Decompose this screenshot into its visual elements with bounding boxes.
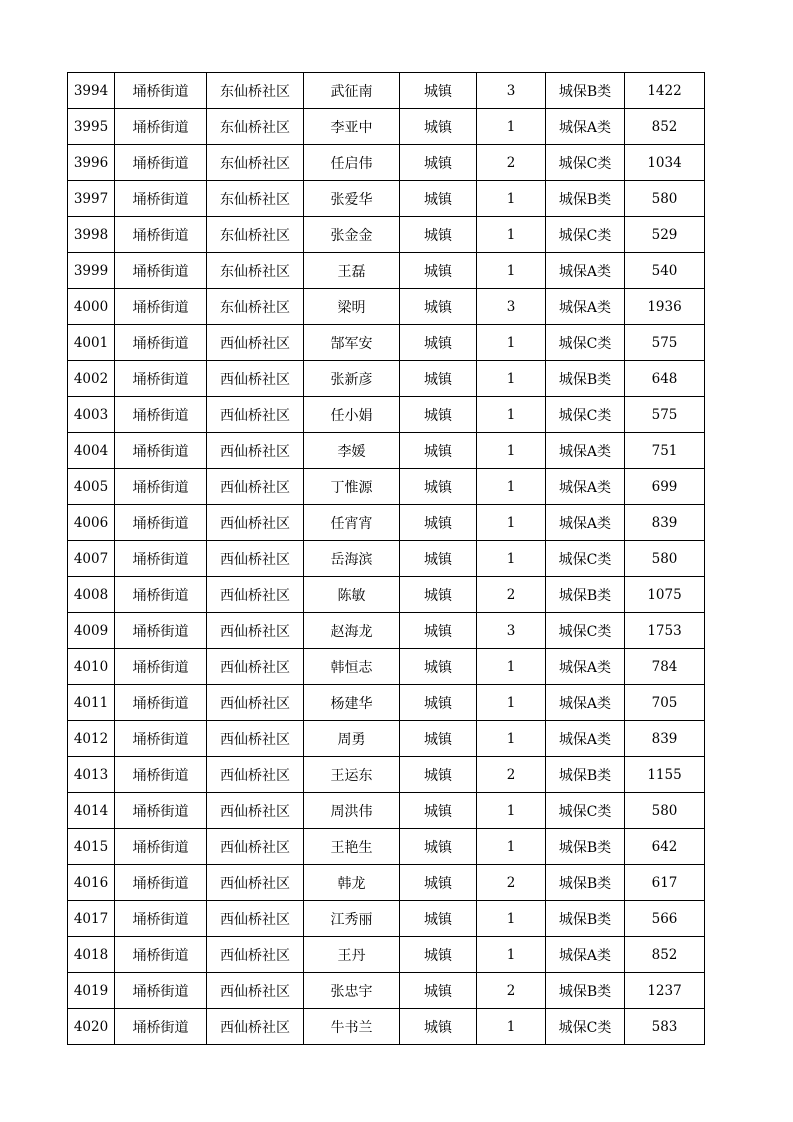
record-id-cell: 4009 bbox=[68, 613, 115, 649]
subdistrict-cell: 埇桥街道 bbox=[115, 649, 207, 685]
subdistrict-cell: 埇桥街道 bbox=[115, 613, 207, 649]
subdistrict-cell: 埇桥街道 bbox=[115, 289, 207, 325]
record-id-cell: 4019 bbox=[68, 973, 115, 1009]
member-count-cell: 1 bbox=[477, 361, 546, 397]
subdistrict-cell: 埇桥街道 bbox=[115, 541, 207, 577]
subdistrict-cell: 埇桥街道 bbox=[115, 109, 207, 145]
amount-cell: 580 bbox=[625, 541, 705, 577]
table-row bbox=[68, 397, 705, 433]
member-count-cell: 1 bbox=[477, 109, 546, 145]
amount-cell: 580 bbox=[625, 181, 705, 217]
person-name-cell: 王磊 bbox=[304, 253, 400, 289]
amount-cell: 852 bbox=[625, 109, 705, 145]
household-type-cell: 城镇 bbox=[400, 829, 477, 865]
community-cell: 西仙桥社区 bbox=[207, 793, 304, 829]
household-type-cell: 城镇 bbox=[400, 469, 477, 505]
person-name-cell: 王艳生 bbox=[304, 829, 400, 865]
member-count-cell: 3 bbox=[477, 613, 546, 649]
community-cell: 东仙桥社区 bbox=[207, 253, 304, 289]
subdistrict-cell: 埇桥街道 bbox=[115, 397, 207, 433]
table-row bbox=[68, 757, 705, 793]
subdistrict-cell: 埇桥街道 bbox=[115, 181, 207, 217]
person-name-cell: 李亚中 bbox=[304, 109, 400, 145]
insurance-category-cell: 城保B类 bbox=[546, 757, 625, 793]
community-cell: 西仙桥社区 bbox=[207, 829, 304, 865]
record-id-cell: 3996 bbox=[68, 145, 115, 181]
record-id-cell: 4003 bbox=[68, 397, 115, 433]
community-cell: 东仙桥社区 bbox=[207, 109, 304, 145]
record-id-cell: 4015 bbox=[68, 829, 115, 865]
table-row bbox=[68, 109, 705, 145]
table-row bbox=[68, 901, 705, 937]
subdistrict-cell: 埇桥街道 bbox=[115, 757, 207, 793]
community-cell: 东仙桥社区 bbox=[207, 181, 304, 217]
table-row bbox=[68, 649, 705, 685]
insurance-category-cell: 城保A类 bbox=[546, 109, 625, 145]
household-type-cell: 城镇 bbox=[400, 901, 477, 937]
person-name-cell: 杨建华 bbox=[304, 685, 400, 721]
insurance-category-cell: 城保A类 bbox=[546, 721, 625, 757]
household-type-cell: 城镇 bbox=[400, 325, 477, 361]
person-name-cell: 张金金 bbox=[304, 217, 400, 253]
record-id-cell: 3998 bbox=[68, 217, 115, 253]
table-row bbox=[68, 289, 705, 325]
member-count-cell: 2 bbox=[477, 577, 546, 613]
person-name-cell: 丁惟源 bbox=[304, 469, 400, 505]
community-cell: 西仙桥社区 bbox=[207, 397, 304, 433]
record-id-cell: 4020 bbox=[68, 1009, 115, 1045]
record-id-cell: 3995 bbox=[68, 109, 115, 145]
community-cell: 西仙桥社区 bbox=[207, 505, 304, 541]
person-name-cell: 陈敏 bbox=[304, 577, 400, 613]
household-type-cell: 城镇 bbox=[400, 649, 477, 685]
member-count-cell: 1 bbox=[477, 721, 546, 757]
subdistrict-cell: 埇桥街道 bbox=[115, 973, 207, 1009]
table-row bbox=[68, 613, 705, 649]
record-id-cell: 4011 bbox=[68, 685, 115, 721]
person-name-cell: 梁明 bbox=[304, 289, 400, 325]
amount-cell: 1034 bbox=[625, 145, 705, 181]
table-row bbox=[68, 253, 705, 289]
household-type-cell: 城镇 bbox=[400, 1009, 477, 1045]
community-cell: 西仙桥社区 bbox=[207, 973, 304, 1009]
member-count-cell: 3 bbox=[477, 289, 546, 325]
community-cell: 西仙桥社区 bbox=[207, 721, 304, 757]
member-count-cell: 1 bbox=[477, 685, 546, 721]
amount-cell: 1936 bbox=[625, 289, 705, 325]
member-count-cell: 2 bbox=[477, 145, 546, 181]
insurance-category-cell: 城保C类 bbox=[546, 145, 625, 181]
member-count-cell: 2 bbox=[477, 973, 546, 1009]
household-type-cell: 城镇 bbox=[400, 541, 477, 577]
table-row bbox=[68, 973, 705, 1009]
person-name-cell: 赵海龙 bbox=[304, 613, 400, 649]
record-id-cell: 4006 bbox=[68, 505, 115, 541]
person-name-cell: 周勇 bbox=[304, 721, 400, 757]
amount-cell: 566 bbox=[625, 901, 705, 937]
community-cell: 西仙桥社区 bbox=[207, 865, 304, 901]
insurance-category-cell: 城保C类 bbox=[546, 1009, 625, 1045]
member-count-cell: 1 bbox=[477, 325, 546, 361]
insurance-category-cell: 城保C类 bbox=[546, 217, 625, 253]
insurance-category-cell: 城保B类 bbox=[546, 73, 625, 109]
community-cell: 东仙桥社区 bbox=[207, 145, 304, 181]
insurance-category-cell: 城保B类 bbox=[546, 181, 625, 217]
amount-cell: 839 bbox=[625, 505, 705, 541]
table-row bbox=[68, 361, 705, 397]
subdistrict-cell: 埇桥街道 bbox=[115, 829, 207, 865]
table-row bbox=[68, 145, 705, 181]
insurance-category-cell: 城保C类 bbox=[546, 325, 625, 361]
household-type-cell: 城镇 bbox=[400, 973, 477, 1009]
record-id-cell: 4004 bbox=[68, 433, 115, 469]
amount-cell: 529 bbox=[625, 217, 705, 253]
person-name-cell: 武征南 bbox=[304, 73, 400, 109]
amount-cell: 583 bbox=[625, 1009, 705, 1045]
household-type-cell: 城镇 bbox=[400, 721, 477, 757]
community-cell: 西仙桥社区 bbox=[207, 901, 304, 937]
person-name-cell: 李媛 bbox=[304, 433, 400, 469]
subdistrict-cell: 埇桥街道 bbox=[115, 145, 207, 181]
subdistrict-cell: 埇桥街道 bbox=[115, 505, 207, 541]
household-type-cell: 城镇 bbox=[400, 217, 477, 253]
community-cell: 西仙桥社区 bbox=[207, 937, 304, 973]
table-row bbox=[68, 577, 705, 613]
member-count-cell: 1 bbox=[477, 505, 546, 541]
person-name-cell: 韩恒志 bbox=[304, 649, 400, 685]
insurance-category-cell: 城保A类 bbox=[546, 433, 625, 469]
record-id-cell: 4007 bbox=[68, 541, 115, 577]
household-type-cell: 城镇 bbox=[400, 361, 477, 397]
amount-cell: 617 bbox=[625, 865, 705, 901]
record-id-cell: 4014 bbox=[68, 793, 115, 829]
member-count-cell: 1 bbox=[477, 793, 546, 829]
insurance-category-cell: 城保A类 bbox=[546, 937, 625, 973]
table-body bbox=[68, 73, 705, 1045]
record-id-cell: 4013 bbox=[68, 757, 115, 793]
person-name-cell: 韩龙 bbox=[304, 865, 400, 901]
subdistrict-cell: 埇桥街道 bbox=[115, 577, 207, 613]
household-type-cell: 城镇 bbox=[400, 397, 477, 433]
record-id-cell: 3994 bbox=[68, 73, 115, 109]
table-row bbox=[68, 865, 705, 901]
table-row bbox=[68, 937, 705, 973]
member-count-cell: 2 bbox=[477, 865, 546, 901]
household-type-cell: 城镇 bbox=[400, 253, 477, 289]
person-name-cell: 张爱华 bbox=[304, 181, 400, 217]
community-cell: 东仙桥社区 bbox=[207, 217, 304, 253]
data-sheet bbox=[67, 72, 704, 1045]
community-cell: 西仙桥社区 bbox=[207, 469, 304, 505]
subdistrict-cell: 埇桥街道 bbox=[115, 73, 207, 109]
member-count-cell: 1 bbox=[477, 901, 546, 937]
subdistrict-cell: 埇桥街道 bbox=[115, 721, 207, 757]
amount-cell: 580 bbox=[625, 793, 705, 829]
table-row bbox=[68, 793, 705, 829]
member-count-cell: 1 bbox=[477, 253, 546, 289]
insurance-category-cell: 城保A类 bbox=[546, 253, 625, 289]
insurance-category-cell: 城保C类 bbox=[546, 541, 625, 577]
table-row bbox=[68, 685, 705, 721]
household-type-cell: 城镇 bbox=[400, 757, 477, 793]
person-name-cell: 王运东 bbox=[304, 757, 400, 793]
amount-cell: 1075 bbox=[625, 577, 705, 613]
member-count-cell: 1 bbox=[477, 1009, 546, 1045]
subdistrict-cell: 埇桥街道 bbox=[115, 1009, 207, 1045]
record-id-cell: 4010 bbox=[68, 649, 115, 685]
amount-cell: 1237 bbox=[625, 973, 705, 1009]
subdistrict-cell: 埇桥街道 bbox=[115, 325, 207, 361]
member-count-cell: 1 bbox=[477, 649, 546, 685]
table-row bbox=[68, 505, 705, 541]
subdistrict-cell: 埇桥街道 bbox=[115, 433, 207, 469]
amount-cell: 575 bbox=[625, 397, 705, 433]
household-type-cell: 城镇 bbox=[400, 793, 477, 829]
member-count-cell: 1 bbox=[477, 829, 546, 865]
amount-cell: 699 bbox=[625, 469, 705, 505]
person-name-cell: 岳海滨 bbox=[304, 541, 400, 577]
household-type-cell: 城镇 bbox=[400, 181, 477, 217]
amount-cell: 540 bbox=[625, 253, 705, 289]
insurance-category-cell: 城保B类 bbox=[546, 865, 625, 901]
member-count-cell: 3 bbox=[477, 73, 546, 109]
subdistrict-cell: 埇桥街道 bbox=[115, 901, 207, 937]
person-name-cell: 周洪伟 bbox=[304, 793, 400, 829]
insurance-category-cell: 城保B类 bbox=[546, 361, 625, 397]
amount-cell: 751 bbox=[625, 433, 705, 469]
household-type-cell: 城镇 bbox=[400, 73, 477, 109]
amount-cell: 1422 bbox=[625, 73, 705, 109]
subdistrict-cell: 埇桥街道 bbox=[115, 793, 207, 829]
household-type-cell: 城镇 bbox=[400, 505, 477, 541]
person-name-cell: 王丹 bbox=[304, 937, 400, 973]
table-row bbox=[68, 541, 705, 577]
record-id-cell: 4002 bbox=[68, 361, 115, 397]
community-cell: 西仙桥社区 bbox=[207, 577, 304, 613]
record-id-cell: 4016 bbox=[68, 865, 115, 901]
member-count-cell: 1 bbox=[477, 181, 546, 217]
community-cell: 西仙桥社区 bbox=[207, 361, 304, 397]
household-type-cell: 城镇 bbox=[400, 865, 477, 901]
subdistrict-cell: 埇桥街道 bbox=[115, 685, 207, 721]
amount-cell: 784 bbox=[625, 649, 705, 685]
community-cell: 东仙桥社区 bbox=[207, 73, 304, 109]
table-row bbox=[68, 469, 705, 505]
community-cell: 西仙桥社区 bbox=[207, 1009, 304, 1045]
record-id-cell: 4001 bbox=[68, 325, 115, 361]
insurance-category-cell: 城保B类 bbox=[546, 901, 625, 937]
record-id-cell: 4000 bbox=[68, 289, 115, 325]
household-type-cell: 城镇 bbox=[400, 613, 477, 649]
community-cell: 西仙桥社区 bbox=[207, 541, 304, 577]
amount-cell: 642 bbox=[625, 829, 705, 865]
table-row bbox=[68, 181, 705, 217]
table-row bbox=[68, 433, 705, 469]
record-id-cell: 4012 bbox=[68, 721, 115, 757]
insurance-category-cell: 城保C类 bbox=[546, 397, 625, 433]
record-id-cell: 3997 bbox=[68, 181, 115, 217]
amount-cell: 705 bbox=[625, 685, 705, 721]
household-type-cell: 城镇 bbox=[400, 289, 477, 325]
household-type-cell: 城镇 bbox=[400, 109, 477, 145]
insurance-category-cell: 城保A类 bbox=[546, 289, 625, 325]
table-row bbox=[68, 325, 705, 361]
table-row bbox=[68, 1009, 705, 1045]
community-cell: 西仙桥社区 bbox=[207, 433, 304, 469]
subdistrict-cell: 埇桥街道 bbox=[115, 253, 207, 289]
insurance-category-cell: 城保C类 bbox=[546, 613, 625, 649]
subdistrict-cell: 埇桥街道 bbox=[115, 865, 207, 901]
person-name-cell: 张新彦 bbox=[304, 361, 400, 397]
community-cell: 西仙桥社区 bbox=[207, 325, 304, 361]
person-name-cell: 江秀丽 bbox=[304, 901, 400, 937]
insurance-category-cell: 城保B类 bbox=[546, 829, 625, 865]
record-id-cell: 4008 bbox=[68, 577, 115, 613]
insurance-category-cell: 城保A类 bbox=[546, 505, 625, 541]
insurance-category-cell: 城保B类 bbox=[546, 577, 625, 613]
amount-cell: 1155 bbox=[625, 757, 705, 793]
record-id-cell: 4005 bbox=[68, 469, 115, 505]
amount-cell: 1753 bbox=[625, 613, 705, 649]
insurance-category-cell: 城保B类 bbox=[546, 973, 625, 1009]
records-table bbox=[67, 72, 705, 1045]
record-id-cell: 4018 bbox=[68, 937, 115, 973]
insurance-category-cell: 城保A类 bbox=[546, 649, 625, 685]
insurance-category-cell: 城保A类 bbox=[546, 685, 625, 721]
household-type-cell: 城镇 bbox=[400, 685, 477, 721]
member-count-cell: 1 bbox=[477, 937, 546, 973]
person-name-cell: 任启伟 bbox=[304, 145, 400, 181]
member-count-cell: 2 bbox=[477, 757, 546, 793]
record-id-cell: 4017 bbox=[68, 901, 115, 937]
community-cell: 东仙桥社区 bbox=[207, 289, 304, 325]
person-name-cell: 任小娟 bbox=[304, 397, 400, 433]
household-type-cell: 城镇 bbox=[400, 145, 477, 181]
table-row bbox=[68, 721, 705, 757]
household-type-cell: 城镇 bbox=[400, 433, 477, 469]
subdistrict-cell: 埇桥街道 bbox=[115, 469, 207, 505]
member-count-cell: 1 bbox=[477, 217, 546, 253]
community-cell: 西仙桥社区 bbox=[207, 685, 304, 721]
table-row bbox=[68, 829, 705, 865]
community-cell: 西仙桥社区 bbox=[207, 613, 304, 649]
member-count-cell: 1 bbox=[477, 397, 546, 433]
subdistrict-cell: 埇桥街道 bbox=[115, 361, 207, 397]
record-id-cell: 3999 bbox=[68, 253, 115, 289]
person-name-cell: 郜军安 bbox=[304, 325, 400, 361]
person-name-cell: 张忠宇 bbox=[304, 973, 400, 1009]
subdistrict-cell: 埇桥街道 bbox=[115, 217, 207, 253]
member-count-cell: 1 bbox=[477, 541, 546, 577]
member-count-cell: 1 bbox=[477, 469, 546, 505]
community-cell: 西仙桥社区 bbox=[207, 649, 304, 685]
household-type-cell: 城镇 bbox=[400, 577, 477, 613]
person-name-cell: 牛书兰 bbox=[304, 1009, 400, 1045]
member-count-cell: 1 bbox=[477, 433, 546, 469]
subdistrict-cell: 埇桥街道 bbox=[115, 937, 207, 973]
amount-cell: 839 bbox=[625, 721, 705, 757]
table-row bbox=[68, 73, 705, 109]
insurance-category-cell: 城保A类 bbox=[546, 469, 625, 505]
insurance-category-cell: 城保C类 bbox=[546, 793, 625, 829]
amount-cell: 852 bbox=[625, 937, 705, 973]
table-row bbox=[68, 217, 705, 253]
community-cell: 西仙桥社区 bbox=[207, 757, 304, 793]
amount-cell: 648 bbox=[625, 361, 705, 397]
household-type-cell: 城镇 bbox=[400, 937, 477, 973]
amount-cell: 575 bbox=[625, 325, 705, 361]
person-name-cell: 任宵宵 bbox=[304, 505, 400, 541]
